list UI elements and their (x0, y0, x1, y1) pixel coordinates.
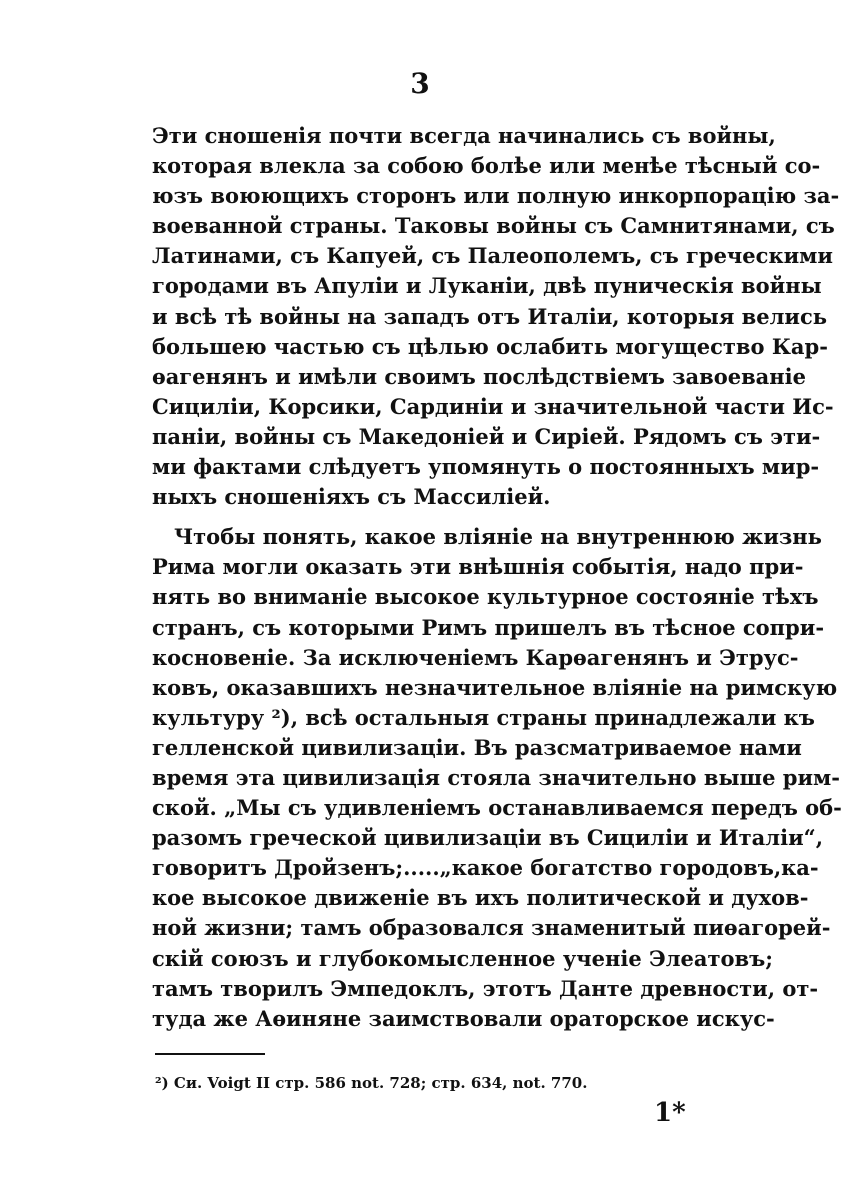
text-line: Эти сношенія почти всегда начинались съ войны, (152, 123, 776, 148)
text-line: Рима могли оказать эти внѣшнія событія, надо при- (152, 554, 804, 580)
text-line: кое высокое движеніе въ ихъ политической и духов- (152, 885, 809, 911)
text-line: которая влекла за собою болѣе или менѣе тѣсный со- (152, 153, 821, 179)
text-line: тамъ творилъ Эмпедоклъ, этотъ Данте древности, от- (152, 975, 819, 1001)
text-line: юзъ воюющихъ сторонъ или полную инкорпорацію за- (152, 183, 840, 209)
paragraph-2 (152, 522, 842, 1034)
text-line: туда же Аѳиняне заимствовали ораторское искус- (152, 1005, 775, 1031)
text-line: косновеніе. За исключеніемъ Карѳагенянъ и Этрус- (152, 644, 799, 670)
text-line: и всѣ тѣ войны на западъ отъ Италіи, которыя велись (152, 303, 828, 329)
body-text (152, 121, 842, 1034)
text-line: воеванной страны. Таковы войны съ Самнитянами, съ (152, 213, 835, 239)
text-line: ковъ, оказавшихъ незначительное вліяніе на римскую (152, 674, 838, 700)
text-line: Латинами, съ Капуей, съ Палеополемъ, съ греческими (152, 243, 834, 269)
text-line: время эта цивилизація стояла значительно выше рим- (152, 764, 840, 790)
text-line: Сициліи, Корсики, Сардиніи и значительной части Ис- (152, 393, 834, 419)
text-line: разомъ греческой цивилизаціи въ Сициліи и Италіи“, (152, 825, 824, 851)
text-line: ми фактами слѣдуетъ упомянуть о постоянныхъ мир- (152, 454, 820, 480)
footnote: ²) Си. Voigt II стр. 586 not. 728; стр. 634, not. 770. (155, 1074, 588, 1092)
text-line: городами въ Апуліи и Луканіи, двѣ пуническія войны (152, 273, 822, 299)
text-line: ской. „Мы съ удивленіемъ останавливаемся передъ об- (152, 795, 842, 821)
text-line: культуру ²), всѣ остальныя страны принадлежали къ (152, 704, 815, 730)
text-line: говоритъ Дройзенъ;.....„какое богатство городовъ,ка- (152, 855, 819, 881)
text-line: скій союзъ и глубокомысленное ученіе Элеатовъ; (152, 945, 773, 971)
text-line: паніи, войны съ Македоніей и Сиріей. Рядомъ съ эти- (152, 423, 821, 449)
page-number: 3 (410, 67, 430, 100)
text-line: нять во вниманіе высокое культурное состояніе тѣхъ (152, 584, 819, 610)
text-line: ной жизни; тамъ образовался знаменитый пиѳагорей- (152, 915, 831, 941)
paragraph-gap (152, 512, 737, 522)
paragraph-1 (152, 121, 840, 512)
signature-mark: 1* (654, 1098, 686, 1128)
text-line: ныхъ сношеніяхъ съ Массиліей. (152, 484, 551, 510)
text-line: Чтобы понять, какое вліяніе на внутреннюю жизнь (174, 524, 822, 550)
footnote-divider (155, 1053, 265, 1055)
text-line: странъ, съ которыми Римъ пришелъ въ тѣсное сопри- (152, 614, 825, 640)
text-line: ѳагенянъ и имѣли своимъ послѣдствіемъ завоеваніе (152, 363, 806, 389)
text-line: гелленской цивилизаціи. Въ разсматриваемое нами (152, 734, 802, 760)
text-line: большею частью съ цѣлью ослабить могущество Кар- (152, 333, 828, 359)
